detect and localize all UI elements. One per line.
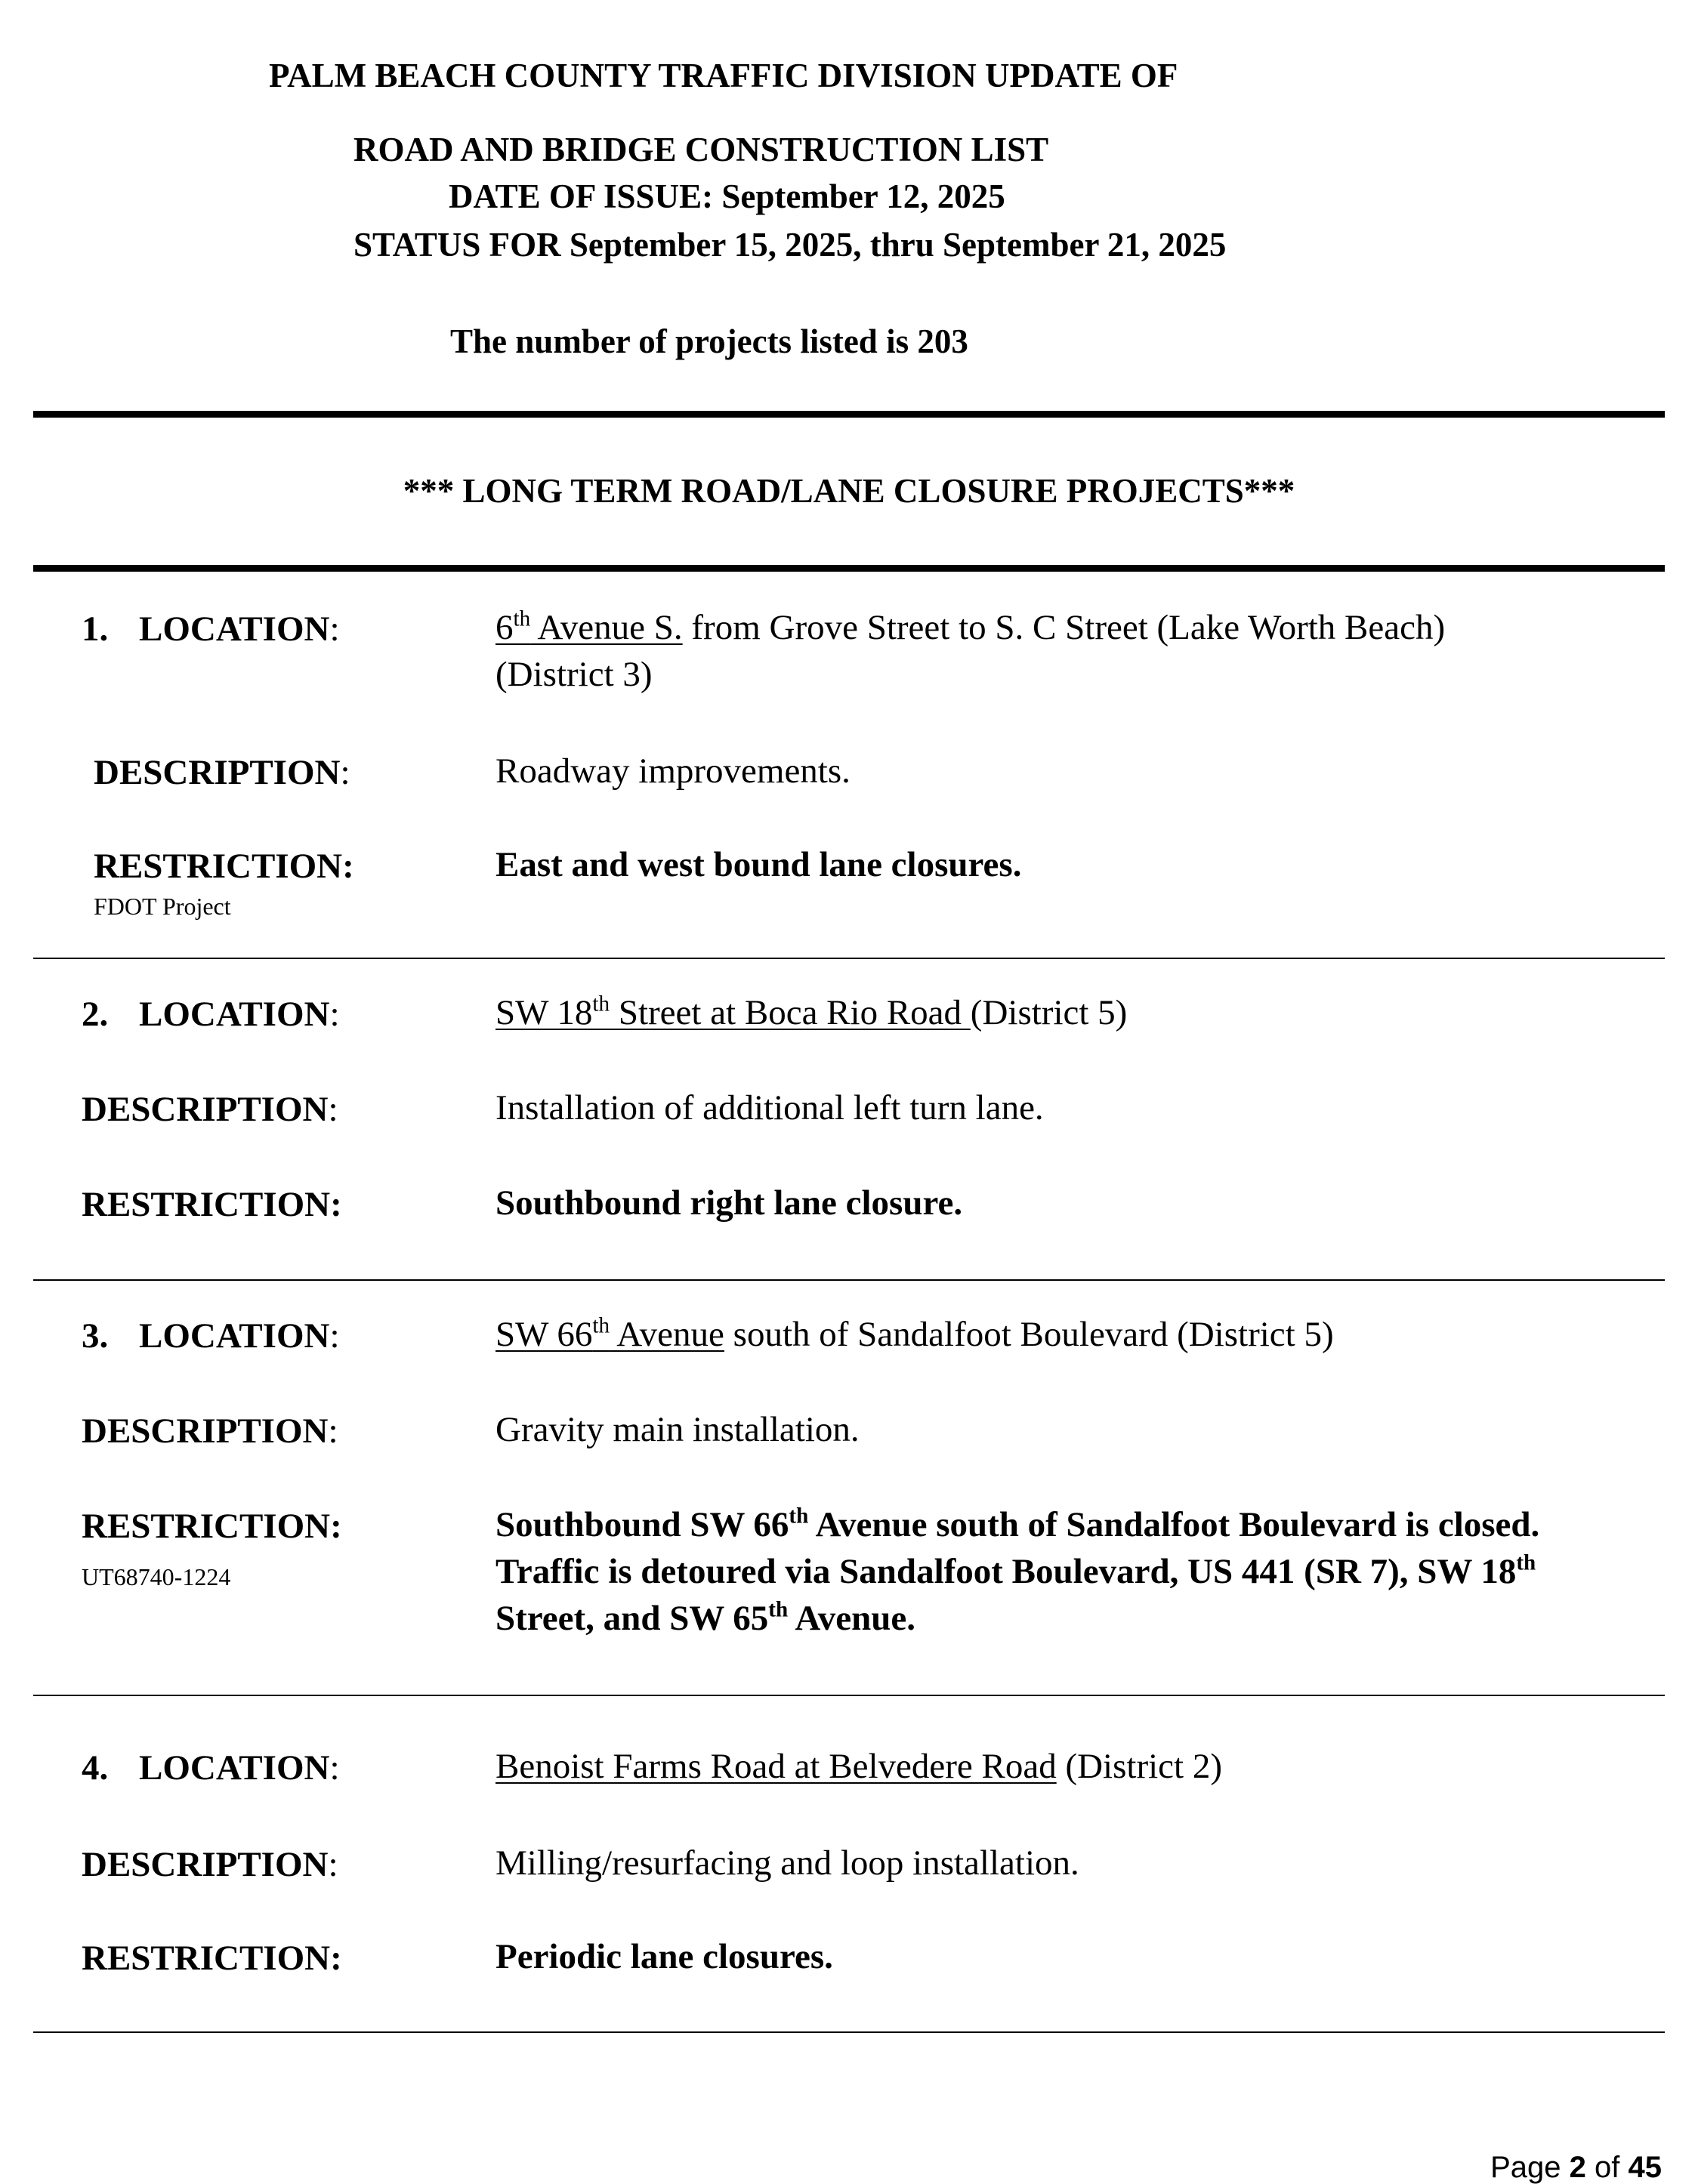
restriction-label: RESTRICTION:: [82, 1939, 342, 1978]
location-label: 3. LOCATION:: [82, 1316, 340, 1356]
description-value: Roadway improvements.: [496, 751, 851, 791]
location-label: 2. LOCATION:: [82, 995, 340, 1034]
divider: [33, 2031, 1665, 2033]
restriction-value: East and west bound lane closures.: [496, 845, 1022, 884]
divider-section: [33, 565, 1665, 572]
description-label: DESCRIPTION:: [94, 753, 350, 792]
date-of-issue: DATE OF ISSUE: September 12, 2025: [449, 177, 1005, 215]
location-label: 4. LOCATION:: [82, 1748, 340, 1788]
location-label: 1. LOCATION:: [82, 609, 340, 649]
project-number: 4.: [82, 1748, 109, 1788]
section-title: *** LONG TERM ROAD/LANE CLOSURE PROJECTS***: [403, 472, 1295, 510]
restriction-label: RESTRICTION:: [82, 1185, 342, 1224]
project-count: The number of projects listed is 203: [450, 322, 968, 360]
restriction-label: RESTRICTION:: [82, 1507, 342, 1546]
description-label: DESCRIPTION:: [82, 1411, 338, 1451]
location-value: 6th Avenue S. from Grove Street to S. C Street (Lake Worth Beach) (District 3): [496, 606, 1446, 694]
header-line-1: PALM BEACH COUNTY TRAFFIC DIVISION UPDATE OF: [269, 57, 1178, 94]
restriction-value: Periodic lane closures.: [496, 1937, 833, 1976]
description-value: Installation of additional left turn lane.: [496, 1088, 1044, 1127]
description-value: Gravity main installation.: [496, 1410, 860, 1449]
location-value: SW 66th Avenue south of Sandalfoot Boulevard (District 5): [496, 1313, 1334, 1354]
restriction-label: RESTRICTION:: [94, 847, 354, 886]
status-period: STATUS FOR September 15, 2025, thru September 21, 2025: [353, 226, 1227, 264]
page-number: Page 2 of 45: [1490, 2151, 1662, 2184]
location-value: SW 18th Street at Boca Rio Road (District 5): [496, 992, 1128, 1032]
divider-top: [33, 411, 1665, 418]
restriction-value: Southbound right lane closure.: [496, 1183, 963, 1223]
project-note: FDOT Project: [94, 893, 231, 920]
project-number: 3.: [82, 1316, 109, 1356]
description-value: Milling/resurfacing and loop installation.: [496, 1843, 1079, 1883]
divider: [33, 1279, 1665, 1281]
project-number: 2.: [82, 995, 109, 1034]
location-value: Benoist Farms Road at Belvedere Road (District 2): [496, 1747, 1222, 1786]
divider: [33, 958, 1665, 959]
project-note: UT68740-1224: [82, 1563, 231, 1590]
description-label: DESCRIPTION:: [82, 1845, 338, 1884]
project-number: 1.: [82, 609, 109, 649]
description-label: DESCRIPTION:: [82, 1090, 338, 1129]
divider: [33, 1695, 1665, 1696]
header-line-2: ROAD AND BRIDGE CONSTRUCTION LIST: [353, 131, 1049, 168]
restriction-value: Southbound SW 66th Avenue south of Sandalfoot Boulevard is closed. Traffic is detoured via Sandalfoot Boulevard, US 441 (SR 7), SW 18th Street, and SW 65th Avenue.: [496, 1504, 1540, 1638]
